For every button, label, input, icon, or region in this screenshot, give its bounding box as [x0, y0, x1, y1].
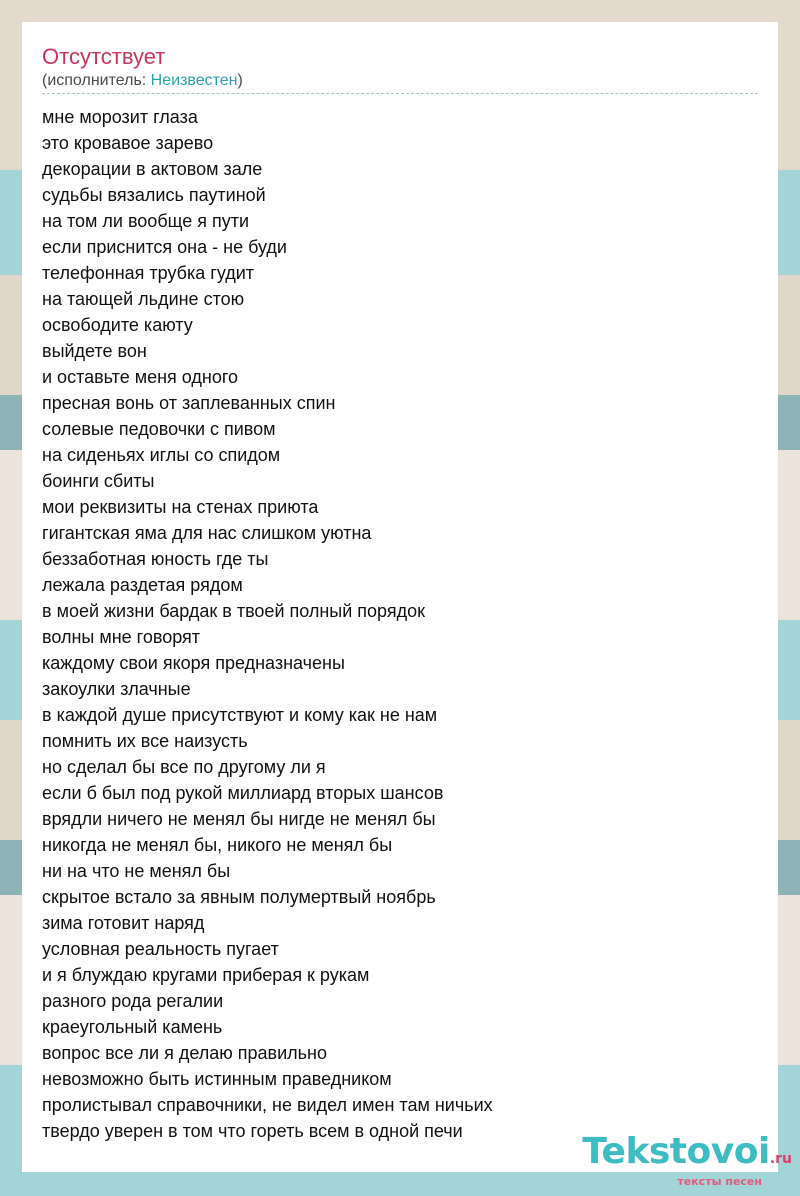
lyric-line: если приснится она - не буди — [42, 237, 287, 257]
lyric-line: закоулки злачные — [42, 679, 191, 699]
logo-tagline: тексты песен — [677, 1175, 762, 1188]
lyric-line: невозможно быть истинным праведником — [42, 1069, 392, 1089]
lyric-line: гигантская яма для нас слишком уютна — [42, 523, 372, 543]
artist-line — [42, 71, 243, 91]
lyric-line: условная реальность пугает — [42, 939, 279, 959]
lyric-line: никогда не менял бы, никого не менял бы — [42, 835, 393, 855]
lyric-line: мне морозит глаза — [42, 107, 198, 127]
artist-link[interactable]: Неизвестен — [150, 72, 238, 89]
lyric-line: декорации в актовом зале — [42, 159, 263, 179]
lyric-line: телефонная трубка гудит — [42, 263, 255, 283]
lyric-line: помнить их все наизусть — [42, 731, 248, 751]
logo-domain: .ru — [769, 1151, 792, 1167]
lyric-line: мои реквизиты на стенах приюта — [42, 497, 319, 517]
lyric-line: судьбы вязались паутиной — [42, 185, 266, 205]
lyric-line: волны мне говорят — [42, 627, 201, 647]
lyric-line: выйдете вон — [42, 341, 147, 361]
lyric-line: зима готовит наряд — [42, 913, 205, 933]
lyric-line: вопрос все ли я делаю правильно — [42, 1043, 327, 1063]
lyric-line: твердо уверен в том что гореть всем в одной печи — [42, 1121, 463, 1141]
title-divider — [42, 93, 758, 94]
lyric-line: освободите каюту — [42, 315, 193, 335]
lyric-line: скрытое встало за явным полумертвый ноябрь — [42, 887, 436, 907]
lyric-line: разного рода регалии — [42, 991, 224, 1011]
lyric-line: пролистывал справочники, не видел имен там ничьих — [42, 1095, 493, 1115]
artist-prefix: (исполнитель: — [42, 72, 151, 89]
lyric-line: на сиденьях иглы со спидом — [42, 445, 281, 465]
lyric-line: и я блуждаю кругами приберая к рукам — [42, 965, 370, 985]
lyric-line: лежала раздетая рядом — [42, 575, 243, 595]
lyric-line: это кровавое зарево — [42, 133, 214, 153]
lyrics-list — [42, 104, 493, 1144]
lyric-line: и оставьте меня одного — [42, 367, 239, 387]
lyric-line: на том ли вообще я пути — [42, 211, 250, 231]
lyric-line: но сделал бы все по другому ли я — [42, 757, 326, 777]
lyric-line: беззаботная юность где ты — [42, 549, 269, 569]
lyric-line: каждому свои якоря предназначены — [42, 653, 345, 673]
lyrics-card — [22, 22, 778, 1172]
lyric-line: солевые педовочки с пивом — [42, 419, 276, 439]
lyric-line: врядли ничего не менял бы нигде не менял бы — [42, 809, 436, 829]
lyric-line: пресная вонь от заплеванных спин — [42, 393, 336, 413]
lyric-line: в каждой душе присутствуют и кому как не нам — [42, 705, 438, 725]
site-logo[interactable] — [582, 1131, 792, 1188]
lyric-line: если б был под рукой миллиард вторых шансов — [42, 783, 444, 803]
lyric-line: боинги сбиты — [42, 471, 155, 491]
lyric-line: краеугольный камень — [42, 1017, 223, 1037]
lyric-line: на тающей льдине стою — [42, 289, 245, 309]
song-title: Отсутствует — [42, 44, 166, 69]
logo-name: Tekstovoi — [582, 1131, 770, 1172]
lyric-line: в моей жизни бардак в твоей полный порядок — [42, 601, 426, 621]
lyric-line: ни на что не менял бы — [42, 861, 231, 881]
artist-suffix: ) — [237, 72, 243, 89]
